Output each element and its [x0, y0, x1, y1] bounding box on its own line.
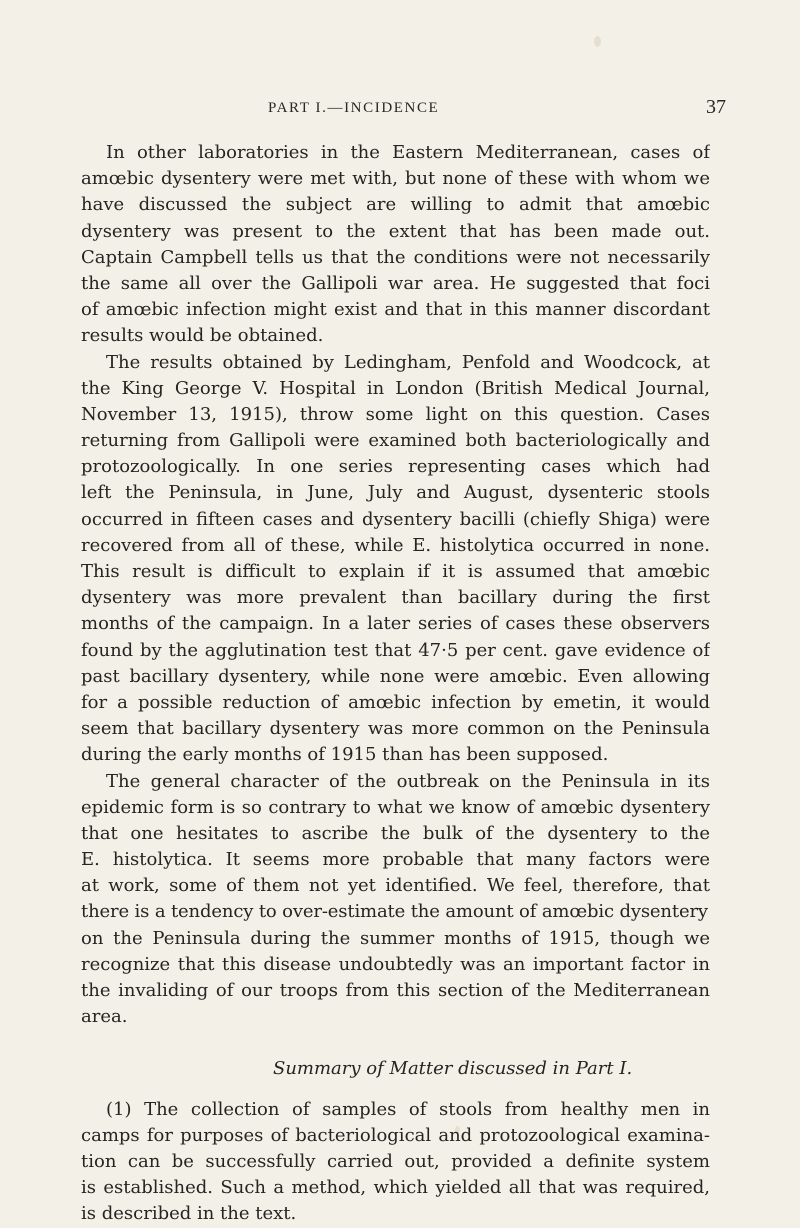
text-line: seem that bacillary dysentery was more common on the Peninsula: [81, 718, 710, 740]
text-line: there is a tendency to over-estimate the amount of amœbic dysentery: [81, 901, 708, 923]
text-line: have discussed the subject are willing to admit that amœbic: [81, 194, 710, 216]
text-line: In other laboratories in the Eastern Mediterranean, cases of: [106, 142, 710, 163]
text-line: is described in the text.: [81, 1203, 297, 1225]
running-header: [0, 96, 800, 124]
body-text: [81, 140, 710, 1228]
text-line: dysentery was more prevalent than bacillary during the first: [81, 587, 710, 609]
text-line: The general character of the outbreak on the Peninsula in its: [106, 770, 710, 792]
text-line: past bacillary dysentery, while none were amœbic. Even allowing: [81, 665, 710, 687]
text-line: on the Peninsula during the summer months of 1915, though we: [81, 927, 710, 949]
text-line: recognize that this disease undoubtedly was an important factor in: [81, 953, 710, 975]
page-number: 37: [706, 96, 726, 118]
text-line: during the early months of 1915 than has been supposed.: [81, 744, 609, 766]
text-line: for a possible reduction of amœbic infection by emetin, it would: [81, 691, 710, 713]
text-line: dysentery was present to the extent that has been made out.: [81, 220, 710, 242]
paragraph: [81, 140, 710, 350]
paper-blemish: [594, 36, 601, 47]
text-line: Captain Campbell tells us that the conditions were not necessarily: [81, 246, 710, 268]
text-line: at work, some of them not yet identified. We feel, therefore, that: [81, 875, 710, 897]
text-line: the King George V. Hospital in London (British Medical Journal,: [81, 377, 710, 399]
section-spacer: [81, 1030, 710, 1056]
text-line: epidemic form is so contrary to what we know of amœbic dysentery: [81, 796, 710, 818]
paragraph: [81, 350, 710, 769]
text-line: area.: [81, 1006, 128, 1028]
text-line: that one hesitates to ascribe the bulk of the dysentery to the: [81, 822, 710, 844]
text-line: camps for purposes of bacteriological and protozoological examina-: [81, 1124, 710, 1146]
text-line: the same all over the Gallipoli war area. He suggested that foci: [81, 272, 710, 294]
text-line: is established. Such a method, which yielded all that was required,: [81, 1177, 710, 1199]
running-title: PART I.—INCIDENCE: [268, 100, 440, 116]
text-line: This result is difficult to explain if it is assumed that amœbic: [81, 561, 710, 582]
text-line: The results obtained by Ledingham, Penfold and Woodcock, at: [106, 351, 710, 373]
text-line: November 13, 1915), throw some light on this question. Cases: [81, 403, 710, 425]
text-line: of amœbic infection might exist and that in this manner discordant: [81, 299, 710, 321]
text-line: (1) The collection of samples of stools from healthy men in: [106, 1098, 710, 1120]
text-line: left the Peninsula, in June, July and August, dysenteric stools: [81, 482, 710, 504]
paragraph: [81, 769, 710, 1031]
text-line: the invaliding of our troops from this section of the Mediterranean: [81, 980, 710, 1001]
text-line: protozoologically. In one series representing cases which had: [81, 456, 710, 478]
paragraph: [81, 1097, 710, 1228]
text-line: results would be obtained.: [81, 325, 324, 347]
text-line: tion can be successfully carried out, provided a definite system: [81, 1150, 710, 1172]
text-line: returning from Gallipoli were examined both bacteriologically and: [81, 430, 710, 452]
summary-heading: Summary of Matter discussed in Part I.: [273, 1058, 633, 1080]
text-line: amœbic dysentery were met with, but none of these with whom we: [81, 168, 710, 190]
text-line: recovered from all of these, while E. histolytica occurred in none.: [81, 534, 710, 556]
text-line: occurred in fifteen cases and dysentery bacilli (chiefly Shiga) were: [81, 508, 710, 530]
text-line: E. histolytica. It seems more probable that many factors were: [81, 849, 710, 871]
text-line: found by the agglutination test that 47·5 per cent. gave evidence of: [81, 639, 710, 661]
section-spacer: [81, 1083, 710, 1097]
text-line: months of the campaign. In a later series of cases these observers: [81, 613, 710, 635]
